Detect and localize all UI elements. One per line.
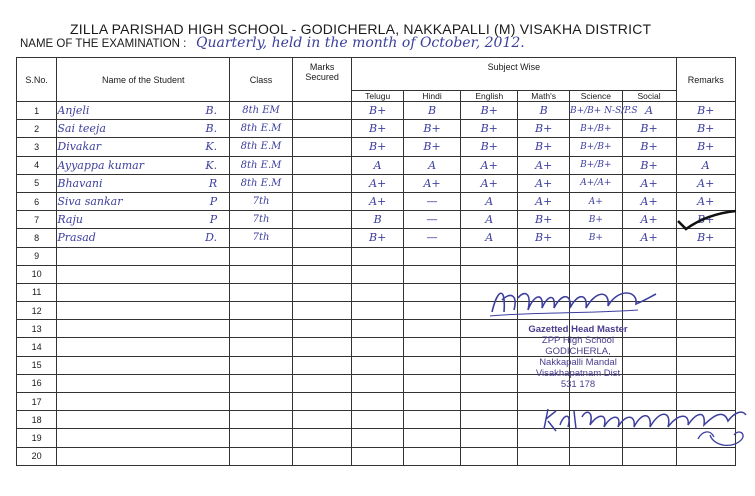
serial-number-cell: 12	[17, 302, 57, 320]
grade-cell	[403, 356, 460, 374]
student-name-cell	[57, 338, 230, 356]
grade-cell	[403, 429, 460, 447]
grade-cell: A+	[352, 174, 404, 192]
subject-header: Math's	[518, 91, 570, 102]
marks-cell	[292, 302, 351, 320]
grade-cell: B+	[461, 102, 518, 120]
serial-number-cell: 18	[17, 411, 57, 429]
serial-number-cell: 17	[17, 393, 57, 411]
student-initial: R	[208, 176, 218, 190]
class-cell	[230, 265, 293, 283]
student-name-cell	[57, 138, 230, 156]
grade-cell: B+	[403, 120, 460, 138]
serial-number-cell: 3	[17, 138, 57, 156]
grade-cell: B+	[569, 229, 622, 247]
grade-cell	[352, 374, 404, 392]
student-name-cell	[57, 120, 230, 138]
grade-cell: —	[403, 192, 460, 210]
serial-number-cell: 1	[17, 102, 57, 120]
serial-number-cell: 20	[17, 447, 57, 465]
grade-cell	[352, 429, 404, 447]
col-marks-header: Marks Secured	[292, 58, 351, 102]
col-remarks-header: Remarks	[676, 58, 736, 102]
marks-cell	[292, 174, 351, 192]
remarks-cell	[676, 247, 736, 265]
class-cell	[230, 302, 293, 320]
student-name-cell	[57, 356, 230, 374]
student-initial: B.	[205, 104, 218, 118]
grade-cell: A	[403, 156, 460, 174]
marks-cell	[292, 356, 351, 374]
serial-number-cell: 8	[17, 229, 57, 247]
remarks-cell	[676, 265, 736, 283]
marks-cell	[292, 247, 351, 265]
grade-cell	[403, 374, 460, 392]
grade-cell	[352, 302, 404, 320]
student-name-cell	[57, 174, 230, 192]
subject-header: Telugu	[352, 91, 404, 102]
grade-cell	[461, 374, 518, 392]
grade-cell	[461, 320, 518, 338]
marks-cell	[292, 374, 351, 392]
class-cell	[230, 411, 293, 429]
student-initial: K.	[205, 158, 218, 172]
class-cell: 8th E.M	[230, 174, 293, 192]
table-row	[17, 211, 736, 229]
class-cell	[230, 356, 293, 374]
grade-cell	[461, 265, 518, 283]
marks-cell	[292, 120, 351, 138]
class-cell: 7th	[230, 211, 293, 229]
student-name-cell	[57, 102, 230, 120]
marks-cell	[292, 283, 351, 301]
student-name-cell	[57, 447, 230, 465]
grade-cell: B	[403, 102, 460, 120]
remarks-cell	[676, 302, 736, 320]
col-name-header: Name of the Student	[57, 58, 230, 102]
grade-cell	[461, 411, 518, 429]
class-cell	[230, 429, 293, 447]
grade-cell: B+	[622, 120, 676, 138]
student-initial: P	[209, 213, 218, 227]
serial-number-cell: 14	[17, 338, 57, 356]
student-name-cell	[57, 320, 230, 338]
grade-cell	[403, 393, 460, 411]
table-row	[17, 174, 736, 192]
student-name-cell	[57, 393, 230, 411]
student-name: Raju	[57, 213, 83, 227]
student-name: Anjeli	[57, 104, 90, 118]
class-cell: 7th	[230, 229, 293, 247]
grade-cell	[352, 393, 404, 411]
grade-cell: A	[461, 192, 518, 210]
marks-cell	[292, 138, 351, 156]
table-row	[17, 265, 736, 283]
grade-cell: A+	[518, 156, 570, 174]
grade-cell	[461, 338, 518, 356]
table-row	[17, 156, 736, 174]
class-cell: 7th	[230, 192, 293, 210]
school-stamp	[518, 324, 638, 390]
student-name: Sai teeja	[57, 122, 106, 136]
student-initial: P	[209, 195, 218, 209]
student-name-cell	[57, 374, 230, 392]
marks-cell	[292, 393, 351, 411]
table-row	[17, 192, 736, 210]
stamp-line: GODICHERLA,	[545, 346, 611, 357]
class-cell: 8th EM	[230, 102, 293, 120]
table-row	[17, 138, 736, 156]
serial-number-cell: 10	[17, 265, 57, 283]
grade-cell: B+	[622, 138, 676, 156]
student-initial: K.	[205, 140, 218, 154]
grade-cell: B+/B+	[569, 138, 622, 156]
serial-number-cell: 15	[17, 356, 57, 374]
stamp-line: ZPP High School	[541, 335, 615, 346]
stamp-line: Gazetted Head Master	[528, 324, 628, 335]
remarks-cell	[676, 283, 736, 301]
marks-cell	[292, 192, 351, 210]
serial-number-cell: 19	[17, 429, 57, 447]
grade-cell	[352, 320, 404, 338]
tick-mark	[676, 205, 738, 233]
grade-cell: A+	[622, 211, 676, 229]
grade-cell: B+	[461, 120, 518, 138]
grade-cell: B+	[352, 138, 404, 156]
grade-cell: A+	[352, 192, 404, 210]
remarks-cell: B+	[676, 102, 736, 120]
remarks-cell: B+	[676, 138, 736, 156]
subject-header: Science	[569, 91, 622, 102]
grade-cell: B+	[352, 120, 404, 138]
grade-cell	[403, 447, 460, 465]
remarks-cell: B+	[676, 211, 736, 229]
col-subjects-header: Subject Wise	[352, 58, 676, 91]
serial-number-cell: 6	[17, 192, 57, 210]
grade-cell	[403, 411, 460, 429]
grade-cell: A+	[461, 156, 518, 174]
grade-cell: B+/B+	[569, 120, 622, 138]
grade-cell: B+	[518, 229, 570, 247]
student-name: Ayyappa kumar	[57, 158, 144, 172]
grade-cell: A	[461, 229, 518, 247]
grade-cell: B+	[518, 138, 570, 156]
grade-cell	[403, 283, 460, 301]
remarks-cell	[676, 338, 736, 356]
grade-cell: —	[403, 229, 460, 247]
student-name-cell	[57, 156, 230, 174]
grade-cell: —	[403, 211, 460, 229]
grade-cell	[352, 411, 404, 429]
grade-cell	[569, 247, 622, 265]
grade-cell	[403, 320, 460, 338]
class-cell	[230, 283, 293, 301]
col-class-header: Class	[230, 58, 293, 102]
subject-header: English	[461, 91, 518, 102]
remarks-cell: B+	[676, 229, 736, 247]
student-name-cell	[57, 283, 230, 301]
grade-cell: A+	[569, 192, 622, 210]
marks-cell	[292, 411, 351, 429]
remarks-cell	[676, 356, 736, 374]
grade-cell: B+	[569, 211, 622, 229]
remarks-cell	[676, 374, 736, 392]
student-name: Divakar	[57, 140, 101, 154]
serial-number-cell: 9	[17, 247, 57, 265]
marks-cell	[292, 156, 351, 174]
student-name-cell	[57, 229, 230, 247]
grade-cell: A	[461, 211, 518, 229]
class-cell	[230, 320, 293, 338]
exam-label: NAME OF THE EXAMINATION :	[20, 38, 187, 50]
remarks-cell: B+	[676, 120, 736, 138]
marks-cell	[292, 338, 351, 356]
remarks-cell: A+	[676, 174, 736, 192]
marks-cell	[292, 229, 351, 247]
serial-number-cell: 2	[17, 120, 57, 138]
marks-cell	[292, 265, 351, 283]
grade-cell: B+	[518, 120, 570, 138]
grade-cell: A+	[518, 174, 570, 192]
grade-cell	[352, 247, 404, 265]
grade-cell	[352, 283, 404, 301]
student-name: Siva sankar	[57, 195, 123, 209]
table-row	[17, 247, 736, 265]
student-name-cell	[57, 411, 230, 429]
grade-cell: B+	[403, 138, 460, 156]
grade-cell	[352, 265, 404, 283]
marks-cell	[292, 447, 351, 465]
grade-cell: A+	[622, 229, 676, 247]
table-row	[17, 229, 736, 247]
grade-cell	[461, 447, 518, 465]
marks-cell	[292, 429, 351, 447]
grade-cell: A+	[461, 174, 518, 192]
grade-cell: B+	[461, 138, 518, 156]
stamp-line: 531 178	[560, 379, 596, 390]
grade-cell	[461, 429, 518, 447]
grade-cell: A	[352, 156, 404, 174]
student-name-cell	[57, 302, 230, 320]
serial-number-cell: 13	[17, 320, 57, 338]
stamp-line: Visakhapatnam Dist	[535, 368, 621, 379]
remarks-cell: A+	[676, 192, 736, 210]
grade-cell	[461, 393, 518, 411]
grade-cell: B	[518, 102, 570, 120]
grade-cell: B+/B+ N-S/P.S	[569, 102, 622, 120]
table-row	[17, 102, 736, 120]
grade-cell: B+	[622, 156, 676, 174]
class-cell: 8th E.M	[230, 138, 293, 156]
grade-cell	[403, 247, 460, 265]
marks-cell	[292, 102, 351, 120]
student-name-cell	[57, 429, 230, 447]
school-title: ZILLA PARISHAD HIGH SCHOOL - GODICHERLA, NAKKAPALLI (M) VISAKHA DISTRICT	[70, 21, 652, 37]
student-name-cell	[57, 211, 230, 229]
grade-cell: B+/B+	[569, 156, 622, 174]
col-sno-header: S.No.	[17, 58, 57, 102]
class-cell	[230, 247, 293, 265]
class-cell: 8th E.M	[230, 120, 293, 138]
grade-cell	[403, 265, 460, 283]
stamp-line: Nakkapalli Mandal	[539, 357, 617, 368]
class-cell	[230, 447, 293, 465]
serial-number-cell: 11	[17, 283, 57, 301]
student-name-cell	[57, 247, 230, 265]
student-name: Bhavani	[57, 176, 103, 190]
subject-header: Hindi	[403, 91, 460, 102]
exam-value: Quarterly, held in the month of October, 2012.	[196, 35, 525, 51]
grade-cell	[518, 265, 570, 283]
class-cell	[230, 393, 293, 411]
serial-number-cell: 4	[17, 156, 57, 174]
student-initial: B.	[205, 122, 218, 136]
student-initial: D.	[205, 231, 218, 245]
grade-cell	[622, 247, 676, 265]
grade-cell: A+	[622, 192, 676, 210]
table-row	[17, 120, 736, 138]
grade-cell: A+	[622, 174, 676, 192]
student-name-cell	[57, 192, 230, 210]
subject-header: Social	[622, 91, 676, 102]
student-name: Prasad	[57, 231, 96, 245]
serial-number-cell: 7	[17, 211, 57, 229]
grade-cell: B+	[518, 211, 570, 229]
marks-cell	[292, 211, 351, 229]
grade-cell	[569, 265, 622, 283]
grade-cell	[622, 265, 676, 283]
class-cell: 8th E.M	[230, 156, 293, 174]
grade-cell	[461, 356, 518, 374]
teacher-signature	[538, 395, 750, 455]
class-cell	[230, 374, 293, 392]
grade-cell	[352, 356, 404, 374]
grade-cell: A+/A+	[569, 174, 622, 192]
head-master-signature	[488, 282, 658, 322]
grade-cell: B+	[352, 102, 404, 120]
grade-cell	[352, 447, 404, 465]
grade-cell: A+	[403, 174, 460, 192]
grade-cell	[461, 247, 518, 265]
grade-cell: A	[622, 102, 676, 120]
student-name-cell	[57, 265, 230, 283]
grade-cell	[518, 247, 570, 265]
serial-number-cell: 5	[17, 174, 57, 192]
grade-cell	[352, 338, 404, 356]
remarks-cell: A	[676, 156, 736, 174]
class-cell	[230, 338, 293, 356]
grade-cell	[403, 338, 460, 356]
remarks-cell	[676, 320, 736, 338]
grade-cell	[403, 302, 460, 320]
marks-cell	[292, 320, 351, 338]
grade-cell: B	[352, 211, 404, 229]
grade-cell: A+	[518, 192, 570, 210]
grade-cell: B+	[352, 229, 404, 247]
serial-number-cell: 16	[17, 374, 57, 392]
